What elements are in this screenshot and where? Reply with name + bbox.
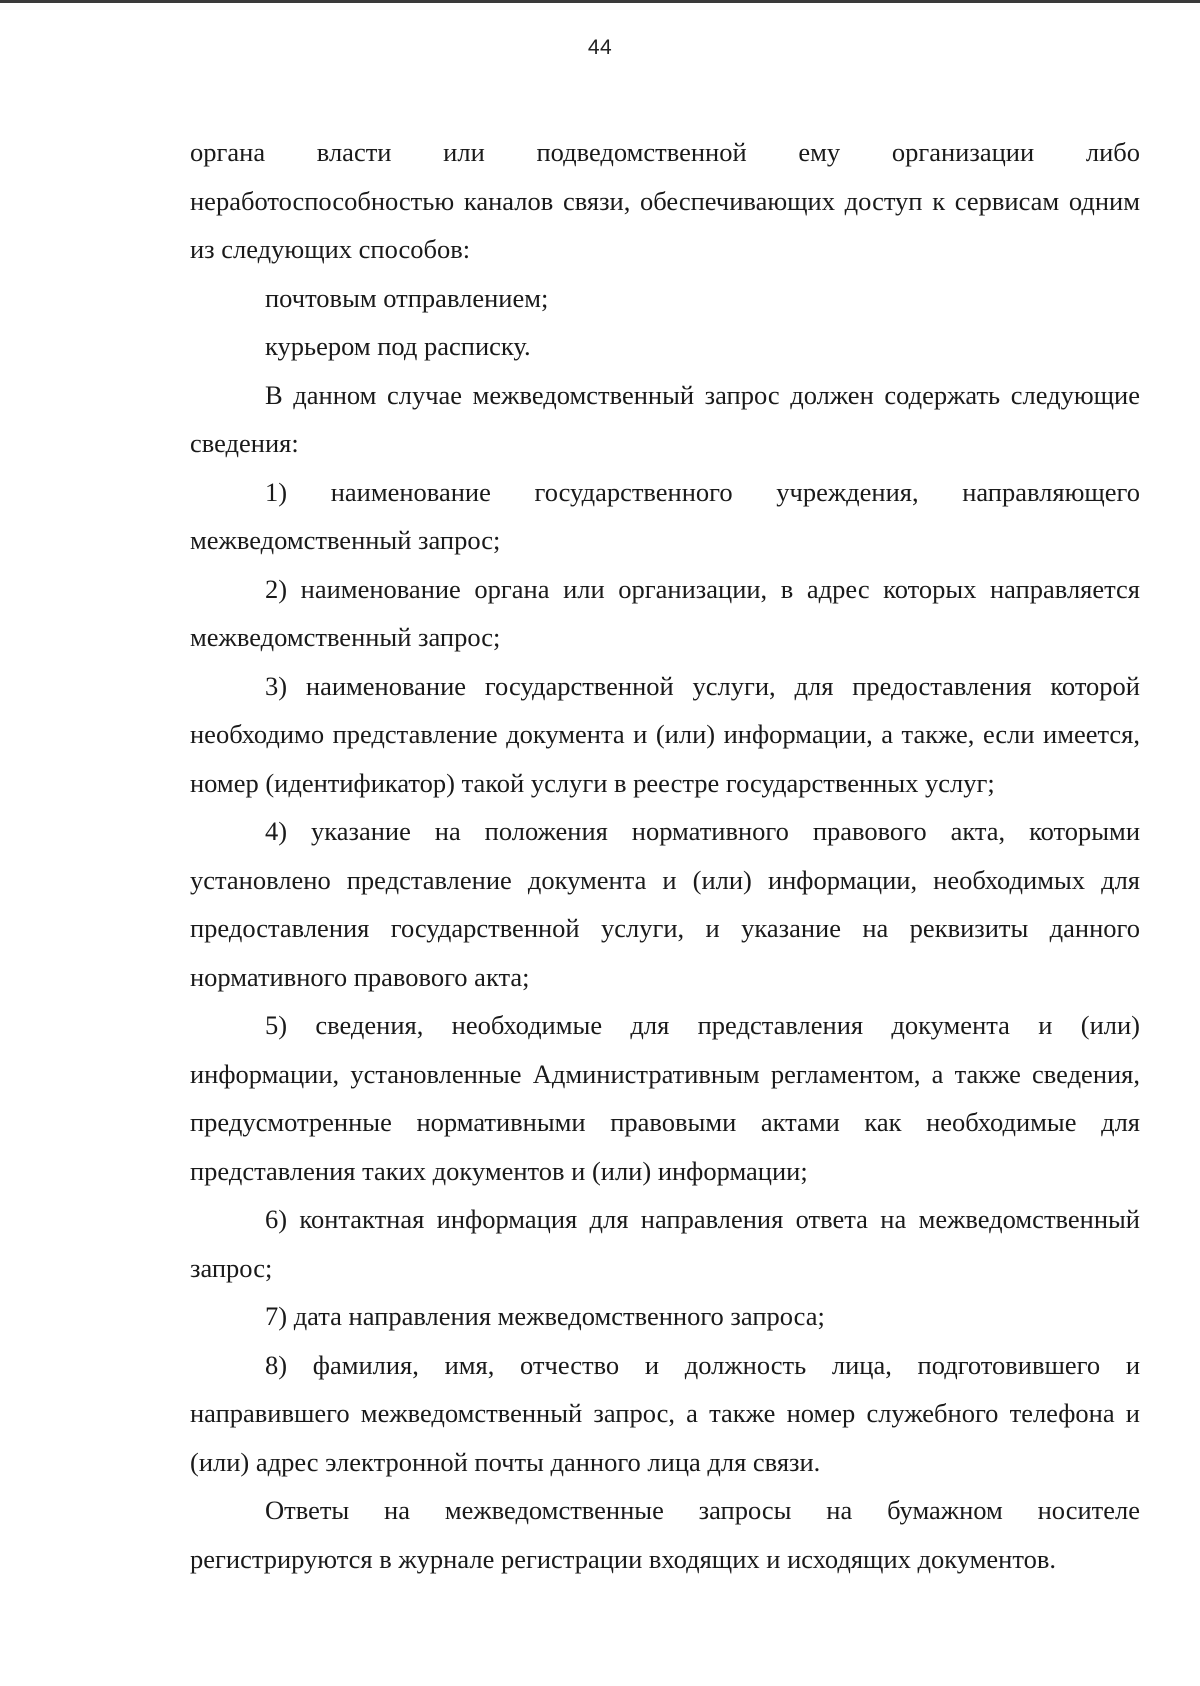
list-item-4: 4) указание на положения нормативного правового акта, которыми установлено представление документа и (или) информации, необходимых для предоставления государственной услуги, и указание на реквизиты данного нормативного правового акта; bbox=[190, 816, 1140, 992]
document-body bbox=[190, 128, 1140, 1583]
paragraph-continuation: органа власти или подведомственной ему организации либо неработоспособностью каналов связи, обеспечивающих доступ к сервисам одним из следующих способов: bbox=[190, 137, 1140, 264]
list-item-7: 7) дата направления межведомственного запроса; bbox=[265, 1301, 825, 1331]
paragraph-method-mail: почтовым отправлением; bbox=[265, 282, 549, 313]
top-edge-rule bbox=[0, 0, 1200, 3]
list-item-8: 8) фамилия, имя, отчество и должность лица, подготовившего и направившего межведомственный запрос, а также номер служебного телефона и (или) адрес электронной почты данного лица для связи. bbox=[190, 1349, 1140, 1477]
list-item-3: 3) наименование государственной услуги, для предоставления которой необходимо представление документа и (или) информации, а также, если имеется, номер (идентификатор) такой услуги в реестре государственных услуг; bbox=[190, 670, 1140, 798]
page-number: 44 bbox=[587, 36, 613, 59]
paragraph-request-contents-intro: В данном случае межведомственный запрос должен содержать следующие сведения: bbox=[190, 379, 1140, 458]
list-item-6: 6) контактная информация для направления ответа на межведомственный запрос; bbox=[190, 1204, 1140, 1283]
list-item-5: 5) сведения, необходимые для представления документа и (или) информации, установленные Административным регламентом, а также сведения, предусмотренные нормативными правовыми актами как необходимые для представления таких документов и (или) информации; bbox=[190, 1010, 1140, 1186]
paragraph-responses-registration: Ответы на межведомственные запросы на бумажном носителе регистрируются в журнале регистрации входящих и исходящих документов. bbox=[190, 1495, 1140, 1574]
list-item-2: 2) наименование органа или организации, в адрес которых направляется межведомственный запрос; bbox=[190, 573, 1140, 652]
list-item-1: 1) наименование государственного учреждения, направляющего межведомственный запрос; bbox=[190, 476, 1140, 555]
paragraph-method-courier: курьером под расписку. bbox=[265, 331, 531, 361]
